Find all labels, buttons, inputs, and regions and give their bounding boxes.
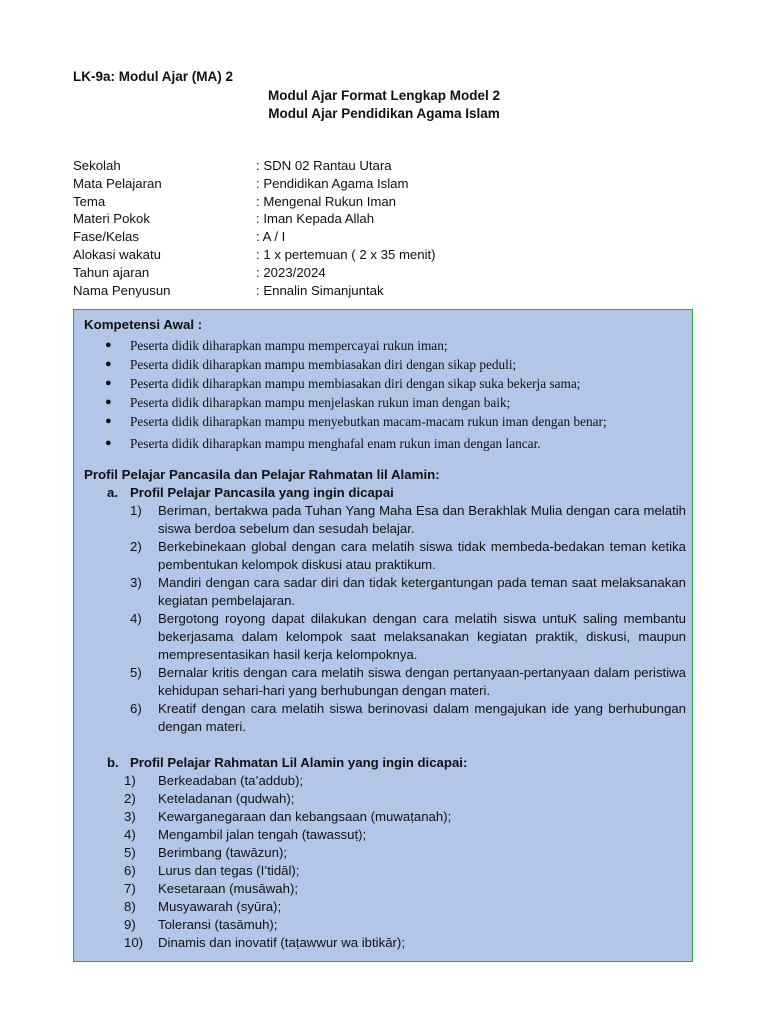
kompetensi-list: [84, 336, 686, 453]
info-value: : 1 x pertemuan ( 2 x 35 menit): [256, 246, 436, 262]
list-item-text: Peserta didik diharapkan mampu mempercayai rukun iman;: [130, 338, 448, 353]
list-item: [84, 880, 686, 898]
kompetensi-title: Kompetensi Awal :: [84, 317, 203, 332]
item-number: 4): [130, 611, 142, 626]
item-number: 6): [124, 863, 136, 878]
identity-table: [73, 157, 693, 299]
sub-letter: b.: [107, 755, 119, 770]
document-titles: [0, 87, 768, 123]
list-item: [84, 664, 686, 700]
item-number: 3): [124, 809, 136, 824]
info-value: : Mengenal Rukun Iman: [256, 193, 397, 209]
info-value: : Pendidikan Agama Islam: [256, 175, 409, 191]
item-number: 7): [124, 881, 136, 896]
list-item-text: Bergotong royong dapat dilakukan dengan cara melatih siswa untuK saling membantu bekerjasama dalam kelompok saat melaksanakan kegiatan praktik, diskusi, maupun mempresentasikan hasil kerja kelompoknya.: [158, 611, 686, 662]
sub-title: Profil Pelajar Rahmatan Lil Alamin yang ingin dicapai:: [130, 755, 468, 770]
list-item: [84, 412, 686, 431]
list-item-text: Peserta didik diharapkan mampu menyebutkan macam-macam rukun iman dengan benar;: [130, 414, 607, 429]
info-value: : Iman Kepada Allah: [256, 211, 375, 227]
spacer: [84, 736, 686, 754]
list-item-text: Bernalar kritis dengan cara melatih siswa dengan pertanyaan-pertanyaan dalam peristiwa kehidupan sehari-hari yang berhubungan dengan materi.: [158, 665, 686, 698]
info-label: Fase/Kelas: [73, 229, 139, 245]
profil-pancasila-heading: [84, 484, 686, 502]
list-item-text: Lurus dan tegas (I’tidāl);: [158, 863, 300, 878]
info-value: : Ennalin Simanjuntak: [256, 282, 384, 298]
info-row: [73, 193, 693, 211]
item-number: 1): [130, 503, 142, 518]
rahmatan-list: [84, 772, 686, 952]
competency-box-content: [84, 316, 686, 952]
competency-box: [73, 309, 693, 962]
info-value: : A / I: [256, 229, 286, 245]
list-item-text: Berkebinekaan global dengan cara melatih siswa tidak membeda-bedakan teman ketika pembentukan kelompok diskusi atau praktikum.: [158, 539, 686, 572]
title-line-1: Modul Ajar Format Lengkap Model 2: [267, 88, 501, 103]
item-number: 5): [124, 845, 136, 860]
list-item: [84, 772, 686, 790]
list-item: [84, 826, 686, 844]
list-item-text: Berimbang (tawāzun);: [158, 845, 288, 860]
info-row: [73, 246, 693, 264]
list-item: [84, 538, 686, 574]
document-code: LK-9a: Modul Ajar (MA) 2: [73, 69, 233, 84]
list-item-text: Beriman, bertakwa pada Tuhan Yang Maha Esa dan Berakhlak Mulia dengan cara melatih siswa berdoa sebelum dan sesudah belajar.: [158, 503, 686, 536]
list-item: [84, 393, 686, 412]
list-item: [84, 610, 686, 664]
bullet-icon: ●: [105, 396, 112, 408]
list-item-text: Mengambil jalan tengah (tawassuṭ);: [158, 827, 367, 842]
list-item: [84, 700, 686, 736]
item-number: 10): [124, 935, 144, 950]
info-label: Sekolah: [73, 158, 121, 173]
list-item: [84, 844, 686, 862]
list-item: [84, 574, 686, 610]
list-item: [84, 934, 686, 952]
info-label: Tahun ajaran: [73, 264, 150, 280]
list-item-text: Kesetaraan (musāwah);: [158, 881, 299, 896]
info-row: [73, 175, 693, 193]
info-label: Mata Pelajaran: [73, 175, 162, 191]
sub-title: Profil Pelajar Pancasila yang ingin dicapai: [130, 485, 394, 500]
bullet-icon: ●: [105, 437, 112, 449]
list-item: [84, 808, 686, 826]
info-label: Alokasi wakatu: [73, 246, 161, 262]
item-number: 2): [124, 791, 136, 806]
list-item: [84, 790, 686, 808]
item-number: 8): [124, 899, 136, 914]
profil-title: Profil Pelajar Pancasila dan Pelajar Rahmatan lil Alamin:: [84, 467, 440, 482]
info-value: : 2023/2024: [256, 264, 326, 280]
list-item: [84, 916, 686, 934]
list-item-text: Keteladanan (qudwah);: [158, 791, 295, 806]
item-number: 4): [124, 827, 136, 842]
bullet-icon: ●: [105, 358, 112, 370]
info-label: Nama Penyusun: [73, 282, 171, 298]
list-item: [84, 898, 686, 916]
list-item-text: Dinamis dan inovatif (taṭawwur wa ibtikār);: [158, 935, 405, 950]
item-number: 9): [124, 917, 136, 932]
list-item: [84, 374, 686, 393]
info-value: : SDN 02 Rantau Utara: [256, 158, 392, 173]
list-item: [84, 355, 686, 374]
list-item-text: Berkeadaban (ta’addub);: [158, 773, 304, 788]
item-number: 5): [130, 665, 142, 680]
info-row: [73, 210, 693, 228]
info-row: [73, 228, 693, 246]
list-item: [84, 502, 686, 538]
pancasila-list: [84, 502, 686, 736]
item-number: 6): [130, 701, 142, 716]
list-item: [84, 336, 686, 355]
list-item-text: Peserta didik diharapkan mampu menghafal enam rukun iman dengan lancar.: [130, 436, 541, 451]
item-number: 2): [130, 539, 142, 554]
list-item-text: Peserta didik diharapkan mampu membiasakan diri dengan sikap peduli;: [130, 357, 517, 372]
info-label: Materi Pokok: [73, 211, 150, 227]
title-line-2: Modul Ajar Pendidikan Agama Islam: [268, 106, 500, 121]
bullet-icon: ●: [105, 415, 112, 427]
profil-rahmatan-heading: [84, 754, 686, 772]
bullet-icon: ●: [105, 377, 112, 389]
sub-letter: a.: [107, 485, 118, 500]
item-number: 1): [124, 773, 136, 788]
list-item-text: Peserta didik diharapkan mampu membiasakan diri dengan sikap suka bekerja sama;: [130, 376, 581, 391]
info-label: Tema: [73, 193, 106, 209]
list-item: [84, 434, 686, 453]
info-row: [73, 282, 693, 300]
info-row: [73, 157, 693, 175]
list-item-text: Peserta didik diharapkan mampu menjelaskan rukun iman dengan baik;: [130, 395, 511, 410]
list-item-text: Musyawarah (syūra);: [158, 899, 282, 914]
bullet-icon: ●: [105, 339, 112, 351]
list-item: [84, 862, 686, 880]
list-item-text: Mandiri dengan cara sadar diri dan tidak ketergantungan pada teman saat melaksanakan kegiatan pembelajaran.: [158, 575, 686, 608]
list-item-text: Toleransi (tasāmuh);: [158, 917, 278, 932]
info-row: [73, 264, 693, 282]
list-item-text: Kreatif dengan cara melatih siswa berinovasi dalam mengajukan ide yang berhubungan dengan materi.: [158, 701, 686, 734]
list-item-text: Kewarganegaraan dan kebangsaan (muwaṭanah);: [158, 809, 452, 824]
item-number: 3): [130, 575, 142, 590]
